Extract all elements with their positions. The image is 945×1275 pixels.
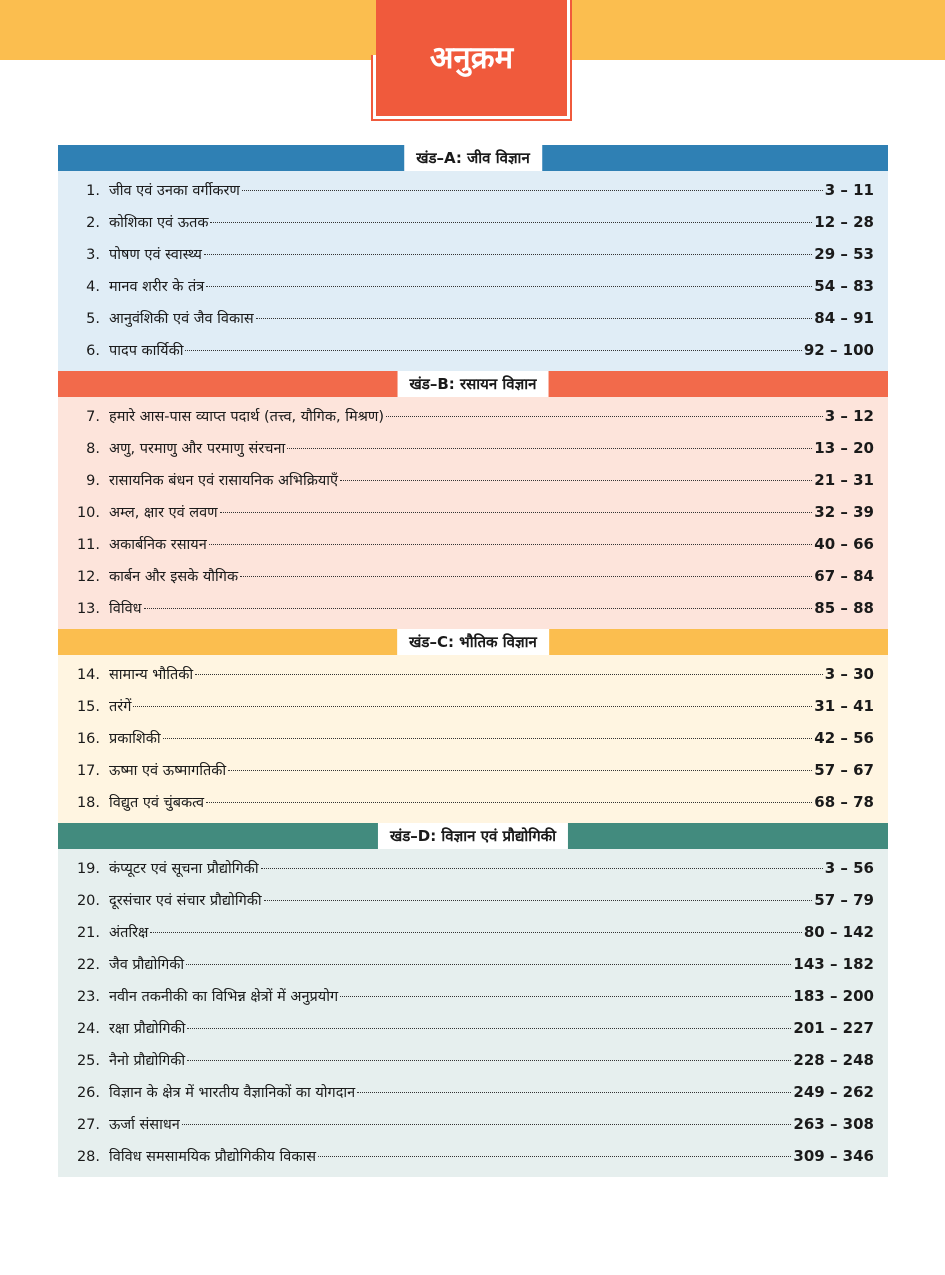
chapter-number: 15. bbox=[76, 699, 100, 715]
chapter-number: 3. bbox=[86, 247, 100, 263]
toc-row[interactable] bbox=[58, 884, 888, 916]
toc-row[interactable] bbox=[58, 786, 888, 818]
chapter-number: 18. bbox=[76, 795, 100, 811]
toc-row[interactable] bbox=[58, 754, 888, 786]
chapter-title: नवीन तकनीकी का विभिन्न क्षेत्रों में अनुप्रयोग bbox=[109, 989, 339, 1005]
chapter-title: रक्षा प्रौद्योगिकी bbox=[109, 1021, 186, 1037]
section-heading-bar bbox=[58, 629, 888, 655]
dot-leader bbox=[240, 576, 812, 577]
chapter-number: 2. bbox=[86, 215, 100, 231]
chapter-number: 20. bbox=[76, 893, 100, 909]
toc-row[interactable] bbox=[58, 528, 888, 560]
toc-row[interactable] bbox=[58, 560, 888, 592]
page-range: 13 – 20 bbox=[814, 439, 874, 457]
dot-leader bbox=[150, 932, 801, 933]
chapter-number: 12. bbox=[76, 569, 100, 585]
page-range: 3 – 56 bbox=[824, 859, 874, 877]
chapter-title: तरंगें bbox=[109, 699, 132, 715]
chapter-number: 14. bbox=[76, 667, 100, 683]
page-range: 201 – 227 bbox=[793, 1019, 874, 1037]
toc-row[interactable] bbox=[58, 722, 888, 754]
dot-leader bbox=[186, 964, 791, 965]
toc-row[interactable] bbox=[58, 592, 888, 624]
chapter-number: 22. bbox=[76, 957, 100, 973]
section-heading-bar bbox=[58, 371, 888, 397]
chapter-title: अंतरिक्ष bbox=[109, 925, 149, 941]
chapter-title: अम्ल, क्षार एवं लवण bbox=[109, 505, 218, 521]
chapter-title: जीव एवं उनका वर्गीकरण bbox=[109, 183, 240, 199]
section-d bbox=[58, 823, 888, 1177]
chapter-title: विद्युत एवं चुंबकत्व bbox=[109, 795, 205, 811]
toc-row[interactable] bbox=[58, 238, 888, 270]
title-box bbox=[376, 0, 567, 116]
dot-leader bbox=[133, 706, 812, 707]
chapter-number: 25. bbox=[76, 1053, 100, 1069]
page-range: 32 – 39 bbox=[814, 503, 874, 521]
dot-leader bbox=[261, 868, 823, 869]
chapter-number: 24. bbox=[76, 1021, 100, 1037]
dot-leader bbox=[287, 448, 812, 449]
section-heading: खंड–B: रसायन विज्ञान bbox=[398, 371, 549, 397]
chapter-title: पादप कार्यिकी bbox=[109, 343, 184, 359]
toc-row[interactable] bbox=[58, 658, 888, 690]
chapter-number: 26. bbox=[76, 1085, 100, 1101]
page-title: अनुक्रम bbox=[429, 40, 514, 76]
page-range: 12 – 28 bbox=[814, 213, 874, 231]
chapter-title: अकार्बनिक रसायन bbox=[109, 537, 207, 553]
section-heading-bar bbox=[58, 823, 888, 849]
page-range: 21 – 31 bbox=[814, 471, 874, 489]
dot-leader bbox=[340, 996, 791, 997]
section-heading: खंड–C: भौतिक विज्ञान bbox=[397, 629, 549, 655]
page-range: 54 – 83 bbox=[814, 277, 874, 295]
section-heading-bar bbox=[58, 145, 888, 171]
page-range: 68 – 78 bbox=[814, 793, 874, 811]
toc-row[interactable] bbox=[58, 432, 888, 464]
chapter-number: 28. bbox=[76, 1149, 100, 1165]
dot-leader bbox=[185, 350, 801, 351]
chapter-title: कार्बन और इसके यौगिक bbox=[109, 569, 239, 585]
dot-leader bbox=[386, 416, 823, 417]
toc-row[interactable] bbox=[58, 496, 888, 528]
section-heading: खंड–A: जीव विज्ञान bbox=[404, 145, 542, 171]
chapter-title: ऊर्जा संसाधन bbox=[109, 1117, 180, 1133]
dot-leader bbox=[206, 286, 812, 287]
page-range: 309 – 346 bbox=[793, 1147, 874, 1165]
chapter-number: 5. bbox=[86, 311, 100, 327]
chapter-number: 6. bbox=[86, 343, 100, 359]
page-range: 85 – 88 bbox=[814, 599, 874, 617]
dot-leader bbox=[242, 190, 823, 191]
page-range: 67 – 84 bbox=[814, 567, 874, 585]
chapter-title: विज्ञान के क्षेत्र में भारतीय वैज्ञानिकों का योगदान bbox=[109, 1085, 356, 1101]
chapter-number: 21. bbox=[76, 925, 100, 941]
toc-row[interactable] bbox=[58, 1140, 888, 1172]
dot-leader bbox=[163, 738, 813, 739]
chapter-title: रासायनिक बंधन एवं रासायनिक अभिक्रियाएँ bbox=[109, 473, 339, 489]
dot-leader bbox=[187, 1028, 791, 1029]
chapter-title: विविध bbox=[109, 601, 142, 617]
chapter-title: हमारे आस-पास व्याप्त पदार्थ (तत्त्व, यौगिक, मिश्रण) bbox=[109, 409, 385, 425]
page-range: 40 – 66 bbox=[814, 535, 874, 553]
chapter-number: 27. bbox=[76, 1117, 100, 1133]
page-range: 183 – 200 bbox=[793, 987, 874, 1005]
toc-row[interactable] bbox=[58, 174, 888, 206]
dot-leader bbox=[318, 1156, 791, 1157]
toc-row[interactable] bbox=[58, 334, 888, 366]
chapter-number: 16. bbox=[76, 731, 100, 747]
chapter-number: 23. bbox=[76, 989, 100, 1005]
chapter-number: 9. bbox=[86, 473, 100, 489]
chapter-title: अणु, परमाणु और परमाणु संरचना bbox=[109, 441, 286, 457]
toc-row[interactable] bbox=[58, 302, 888, 334]
page-range: 3 – 12 bbox=[824, 407, 874, 425]
page-range: 228 – 248 bbox=[793, 1051, 874, 1069]
toc-row[interactable] bbox=[58, 852, 888, 884]
chapter-number: 1. bbox=[86, 183, 100, 199]
page-range: 143 – 182 bbox=[793, 955, 874, 973]
dot-leader bbox=[228, 770, 812, 771]
toc-row[interactable] bbox=[58, 1044, 888, 1076]
dot-leader bbox=[209, 544, 813, 545]
dot-leader bbox=[204, 254, 812, 255]
page-range: 3 – 30 bbox=[824, 665, 874, 683]
chapter-title: कंप्यूटर एवं सूचना प्रौद्योगिकी bbox=[109, 861, 259, 877]
chapter-title: आनुवंशिकी एवं जैव विकास bbox=[109, 311, 254, 327]
chapter-title: विविध समसामयिक प्रौद्योगिकीय विकास bbox=[109, 1149, 317, 1165]
toc-row[interactable] bbox=[58, 270, 888, 302]
page-range: 29 – 53 bbox=[814, 245, 874, 263]
dot-leader bbox=[264, 900, 813, 901]
toc-row[interactable] bbox=[58, 980, 888, 1012]
toc-row[interactable] bbox=[58, 948, 888, 980]
page-range: 249 – 262 bbox=[793, 1083, 874, 1101]
page-range: 80 – 142 bbox=[803, 923, 874, 941]
contents-list bbox=[58, 145, 888, 1177]
dot-leader bbox=[187, 1060, 791, 1061]
toc-row[interactable] bbox=[58, 464, 888, 496]
dot-leader bbox=[256, 318, 813, 319]
chapter-title: कोशिका एवं ऊतक bbox=[109, 215, 209, 231]
chapter-number: 11. bbox=[76, 537, 100, 553]
section-a bbox=[58, 145, 888, 371]
chapter-title: मानव शरीर के तंत्र bbox=[109, 279, 205, 295]
toc-row[interactable] bbox=[58, 916, 888, 948]
page-range: 263 – 308 bbox=[793, 1115, 874, 1133]
dot-leader bbox=[206, 802, 812, 803]
chapter-title: दूरसंचार एवं संचार प्रौद्योगिकी bbox=[109, 893, 262, 909]
page-range: 31 – 41 bbox=[814, 697, 874, 715]
section-c bbox=[58, 629, 888, 823]
chapter-number: 4. bbox=[86, 279, 100, 295]
chapter-title: जैव प्रौद्योगिकी bbox=[109, 957, 185, 973]
chapter-title: ऊष्मा एवं ऊष्मागतिकी bbox=[109, 763, 227, 779]
section-b bbox=[58, 371, 888, 629]
chapter-title: नैनो प्रौद्योगिकी bbox=[109, 1053, 186, 1069]
page-range: 84 – 91 bbox=[814, 309, 874, 327]
toc-row[interactable] bbox=[58, 690, 888, 722]
dot-leader bbox=[144, 608, 813, 609]
dot-leader bbox=[210, 222, 812, 223]
dot-leader bbox=[357, 1092, 791, 1093]
chapter-number: 8. bbox=[86, 441, 100, 457]
chapter-number: 17. bbox=[76, 763, 100, 779]
chapter-title: सामान्य भौतिकी bbox=[109, 667, 194, 683]
page-range: 92 – 100 bbox=[803, 341, 874, 359]
page-range: 3 – 11 bbox=[824, 181, 874, 199]
toc-row[interactable] bbox=[58, 1012, 888, 1044]
chapter-number: 10. bbox=[76, 505, 100, 521]
toc-row[interactable] bbox=[58, 400, 888, 432]
dot-leader bbox=[195, 674, 823, 675]
chapter-number: 19. bbox=[76, 861, 100, 877]
toc-row[interactable] bbox=[58, 1076, 888, 1108]
dot-leader bbox=[220, 512, 813, 513]
page-range: 57 – 79 bbox=[814, 891, 874, 909]
chapter-number: 13. bbox=[76, 601, 100, 617]
dot-leader bbox=[182, 1124, 792, 1125]
page-range: 42 – 56 bbox=[814, 729, 874, 747]
chapter-number: 7. bbox=[86, 409, 100, 425]
toc-row[interactable] bbox=[58, 1108, 888, 1140]
section-heading: खंड–D: विज्ञान एवं प्रौद्योगिकी bbox=[378, 823, 568, 849]
dot-leader bbox=[340, 480, 812, 481]
page-range: 57 – 67 bbox=[814, 761, 874, 779]
chapter-title: प्रकाशिकी bbox=[109, 731, 161, 747]
toc-row[interactable] bbox=[58, 206, 888, 238]
chapter-title: पोषण एवं स्वास्थ्य bbox=[109, 247, 202, 263]
